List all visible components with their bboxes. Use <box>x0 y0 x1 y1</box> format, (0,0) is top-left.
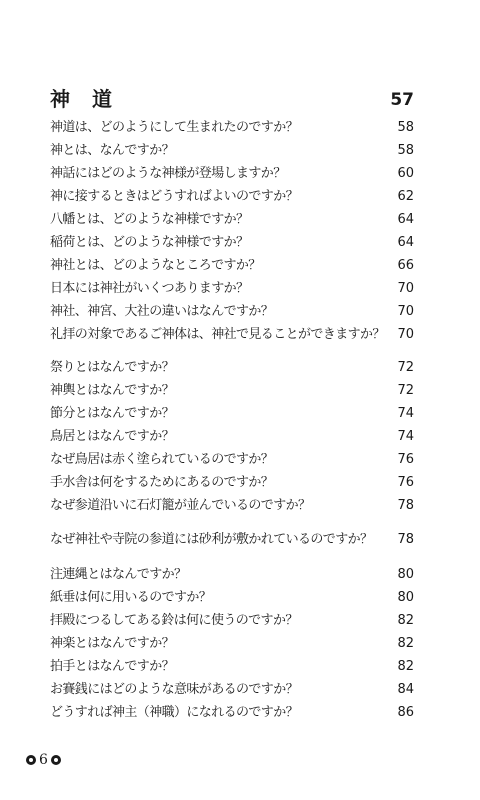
toc-entry <box>50 496 414 516</box>
toc-entry-question: 鳥居とはなんですか？ <box>50 429 175 444</box>
toc-entry-page-number: 82 <box>397 659 414 674</box>
toc-entry-question: なぜ参道沿いに石灯籠が並んでいるのですか？ <box>50 498 311 513</box>
toc-entry-question: どうすれば神主（神職）になれるのですか？ <box>50 705 299 720</box>
folio-bullet-left-icon <box>26 755 36 765</box>
toc-entry-question: 八幡とは、どのような神様ですか？ <box>50 212 249 227</box>
toc-entry-question: 拍手とはなんですか？ <box>50 659 175 674</box>
toc-entry-page-number: 74 <box>397 406 414 421</box>
toc-entry-page-number: 86 <box>397 705 414 720</box>
toc-entry <box>50 680 414 700</box>
toc-entry-page-number: 80 <box>397 590 414 605</box>
toc-entry-question: 神とは、なんですか？ <box>50 143 175 158</box>
page-folio <box>26 752 61 768</box>
toc-entry-question: 神社とは、どのようなところですか？ <box>50 258 261 273</box>
toc-entry-page-number: 76 <box>397 452 414 467</box>
toc-entry <box>50 141 414 161</box>
toc-entry <box>50 657 414 677</box>
toc-entry <box>50 530 414 550</box>
toc-entry-question: 神楽とはなんですか？ <box>50 636 175 651</box>
toc-entry-page-number: 60 <box>397 166 414 181</box>
toc-entry <box>50 450 414 470</box>
toc-entry-page-number: 62 <box>397 189 414 204</box>
section-page-number: 57 <box>390 90 414 110</box>
toc-entry <box>50 358 414 378</box>
toc-entry-page-number: 58 <box>397 143 414 158</box>
toc-entry-page-number: 72 <box>397 360 414 375</box>
toc-entry-page-number: 64 <box>397 212 414 227</box>
toc-entry-question: 手水舎は何をするためにあるのですか？ <box>50 475 274 490</box>
toc-entry-question: 神社、神宮、大社の違いはなんですか？ <box>50 304 274 319</box>
toc-entry-page-number: 84 <box>397 682 414 697</box>
toc-entry <box>50 302 414 322</box>
toc-entry <box>50 187 414 207</box>
toc-entry-page-number: 70 <box>397 281 414 296</box>
toc-entry-question: 神に接するときはどうすればよいのですか？ <box>50 189 299 204</box>
toc-entry <box>50 473 414 493</box>
toc-entry-page-number: 78 <box>397 532 414 547</box>
toc-entry-page-number: 74 <box>397 429 414 444</box>
section-heading <box>50 86 414 112</box>
toc-entry <box>50 233 414 253</box>
toc-entry-question: 祭りとはなんですか？ <box>50 360 175 375</box>
toc-entry <box>50 611 414 631</box>
toc-entry <box>50 256 414 276</box>
toc-entry-page-number: 82 <box>397 636 414 651</box>
toc-entry-question: 礼拝の対象であるご神体は、神社で見ることができますか？ <box>50 327 385 342</box>
toc-entry <box>50 210 414 230</box>
toc-entry-question: なぜ鳥居は赤く塗られているのですか？ <box>50 452 274 467</box>
toc-entry <box>50 381 414 401</box>
toc-entry-page-number: 66 <box>397 258 414 273</box>
section-title: 神道 <box>50 87 134 111</box>
toc-entry-page-number: 70 <box>397 304 414 319</box>
toc-entry-page-number: 76 <box>397 475 414 490</box>
toc-entry <box>50 588 414 608</box>
folio-page-number: 6 <box>39 752 48 768</box>
toc-entry-question: 紙垂は何に用いるのですか？ <box>50 590 212 605</box>
toc-entry <box>50 427 414 447</box>
toc-entry-page-number: 80 <box>397 567 414 582</box>
toc-entry-question: なぜ神社や寺院の参道には砂利が敷かれているのですか？ <box>50 532 373 547</box>
toc-entry-question: 節分とはなんですか？ <box>50 406 175 421</box>
toc-entry-page-number: 72 <box>397 383 414 398</box>
toc-entry <box>50 279 414 299</box>
toc-entry-question: 拝殿につるしてある鈴は何に使うのですか？ <box>50 613 298 628</box>
toc-entry-page-number: 70 <box>397 327 414 342</box>
toc-entry <box>50 404 414 424</box>
toc-entry-question: 神話にはどのような神様が登場しますか？ <box>50 166 286 181</box>
toc-entry-page-number: 82 <box>397 613 414 628</box>
toc-entry-question: 日本には神社がいくつありますか？ <box>50 281 249 296</box>
toc-entry-question: お賽銭にはどのような意味があるのですか？ <box>50 682 299 697</box>
toc-entry-question: 神道は、どのようにして生まれたのですか？ <box>50 120 299 135</box>
toc-entry <box>50 565 414 585</box>
toc-entry <box>50 118 414 138</box>
toc-entry-question: 神輿とはなんですか？ <box>50 383 175 398</box>
toc-entry-page-number: 58 <box>397 120 414 135</box>
toc-entry <box>50 164 414 184</box>
toc-entry-question: 注連縄とはなんですか？ <box>50 567 187 582</box>
toc-entry-page-number: 78 <box>397 498 414 513</box>
toc-entry <box>50 703 414 723</box>
toc-entry <box>50 634 414 654</box>
folio-bullet-right-icon <box>51 755 61 765</box>
toc-entry <box>50 325 414 345</box>
toc-entry-question: 稲荷とは、どのような神様ですか？ <box>50 235 249 250</box>
toc-entry-page-number: 64 <box>397 235 414 250</box>
